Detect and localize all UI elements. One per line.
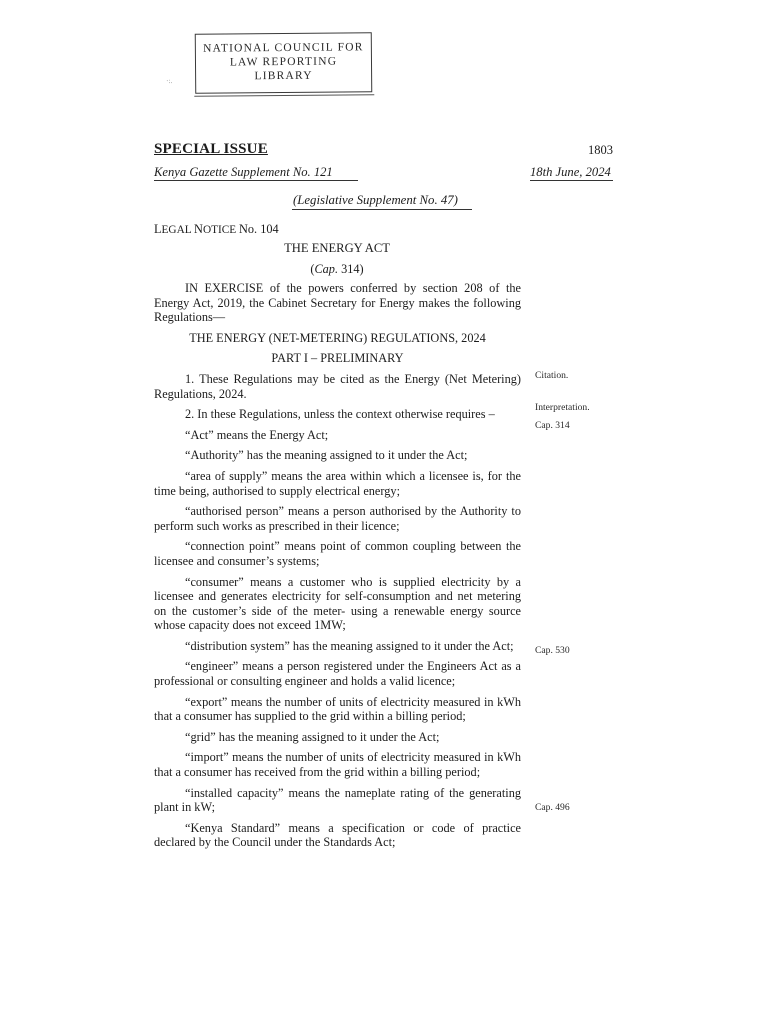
date-underline bbox=[530, 180, 613, 181]
regulation-citation: 1. These Regulations may be cited as the Energy (Net Metering) Regulations, 2024. bbox=[154, 371, 521, 401]
definition-import: “import” means the number of units of electricity measured in kWh that a consumer has received from the grid within a billing period; bbox=[154, 750, 521, 780]
legal-notice-number bbox=[154, 222, 279, 238]
legislative-underline bbox=[292, 209, 472, 210]
definition-installed-capacity: “installed capacity” means the nameplate rating of the generating plant in kW; bbox=[154, 785, 521, 815]
notice-prefix-otice: OTICE bbox=[202, 224, 237, 236]
margin-note-cap-496: Cap. 496 bbox=[535, 802, 570, 813]
stamp-line-3: LIBRARY bbox=[254, 69, 313, 83]
margin-note-cap-314: Cap. 314 bbox=[535, 420, 570, 431]
stamp-speck: ·:. bbox=[166, 76, 173, 86]
cap-open: ( bbox=[310, 262, 315, 276]
regulation-interpretation: 2. In these Regulations, unless the context otherwise requires – bbox=[185, 407, 495, 422]
stamp-line-1: NATIONAL COUNCIL FOR bbox=[203, 41, 364, 55]
definition-consumer: “consumer” means a customer who is supplied electricity by a licensee and generates electricity for self-consumption and net metering on the customer’s side of the meter- using a renewable energy source whose capacity does not exceed 1MW; bbox=[154, 574, 521, 633]
regulation-body bbox=[154, 281, 521, 856]
definition-connection-point: “connection point” means point of common coupling between the licensee and consumer’s systems; bbox=[154, 539, 521, 568]
notice-number: No. 104 bbox=[239, 222, 279, 236]
definition-distribution-system: “distribution system” has the meaning assigned to it under the Act; bbox=[185, 638, 514, 653]
legislative-supplement: (Legislative Supplement No. 47) bbox=[293, 193, 458, 207]
definition-authorised-person: “authorised person” means a person authorised by the Authority to perform such works as prescribed in their licence; bbox=[154, 504, 521, 533]
library-stamp bbox=[166, 32, 373, 94]
publication-date: 18th June, 2024 bbox=[530, 165, 611, 179]
definition-engineer: “engineer” means a person registered under the Engineers Act as a professional or consulting engineer and holds a valid licence; bbox=[154, 659, 521, 689]
definition-area-of-supply: “area of supply” means the area within which a licensee is, for the time being, authorised to supply electrical energy; bbox=[154, 468, 521, 498]
margin-note-interpretation: Interpretation. bbox=[535, 402, 590, 413]
notice-prefix-rest: EGAL bbox=[161, 224, 192, 236]
gazette-supplement: Kenya Gazette Supplement No. 121 bbox=[154, 165, 333, 179]
margin-note-cap-530: Cap. 530 bbox=[535, 645, 570, 656]
notice-prefix-l: L bbox=[154, 222, 162, 236]
act-title: THE ENERGY ACT bbox=[284, 241, 390, 255]
special-issue-heading: SPECIAL ISSUE bbox=[154, 141, 268, 157]
definition-kenya-standard: “Kenya Standard” means a specification or code of practice declared by the Council under the Standards Act; bbox=[154, 820, 521, 850]
gazette-underline bbox=[154, 180, 358, 181]
part-heading: PART I – PRELIMINARY bbox=[271, 351, 404, 366]
definition-export: “export” means the number of units of electricity measured in kWh that a consumer has supplied to the grid within a billing period; bbox=[154, 694, 521, 724]
cap-italic: Cap. bbox=[314, 262, 339, 276]
notice-prefix-n: N bbox=[194, 222, 203, 236]
definition-grid: “grid” has the meaning assigned to it under the Act; bbox=[185, 729, 440, 744]
stamp-line-2: LAW REPORTING bbox=[229, 55, 338, 69]
act-cap bbox=[154, 262, 520, 277]
regulations-title: THE ENERGY (NET-METERING) REGULATIONS, 2024 bbox=[189, 330, 486, 345]
page-number: 1803 bbox=[588, 143, 613, 157]
preamble: IN EXERCISE of the powers conferred by section 208 of the Energy Act, 2019, the Cabinet Secretary for Energy makes the following Regulations— bbox=[154, 281, 521, 325]
margin-note-citation: Citation. bbox=[535, 370, 569, 381]
cap-rest: 314) bbox=[338, 262, 364, 276]
definition-authority: “Authority” has the meaning assigned to it under the Act; bbox=[185, 448, 468, 463]
definition-act: “Act” means the Energy Act; bbox=[185, 427, 329, 442]
